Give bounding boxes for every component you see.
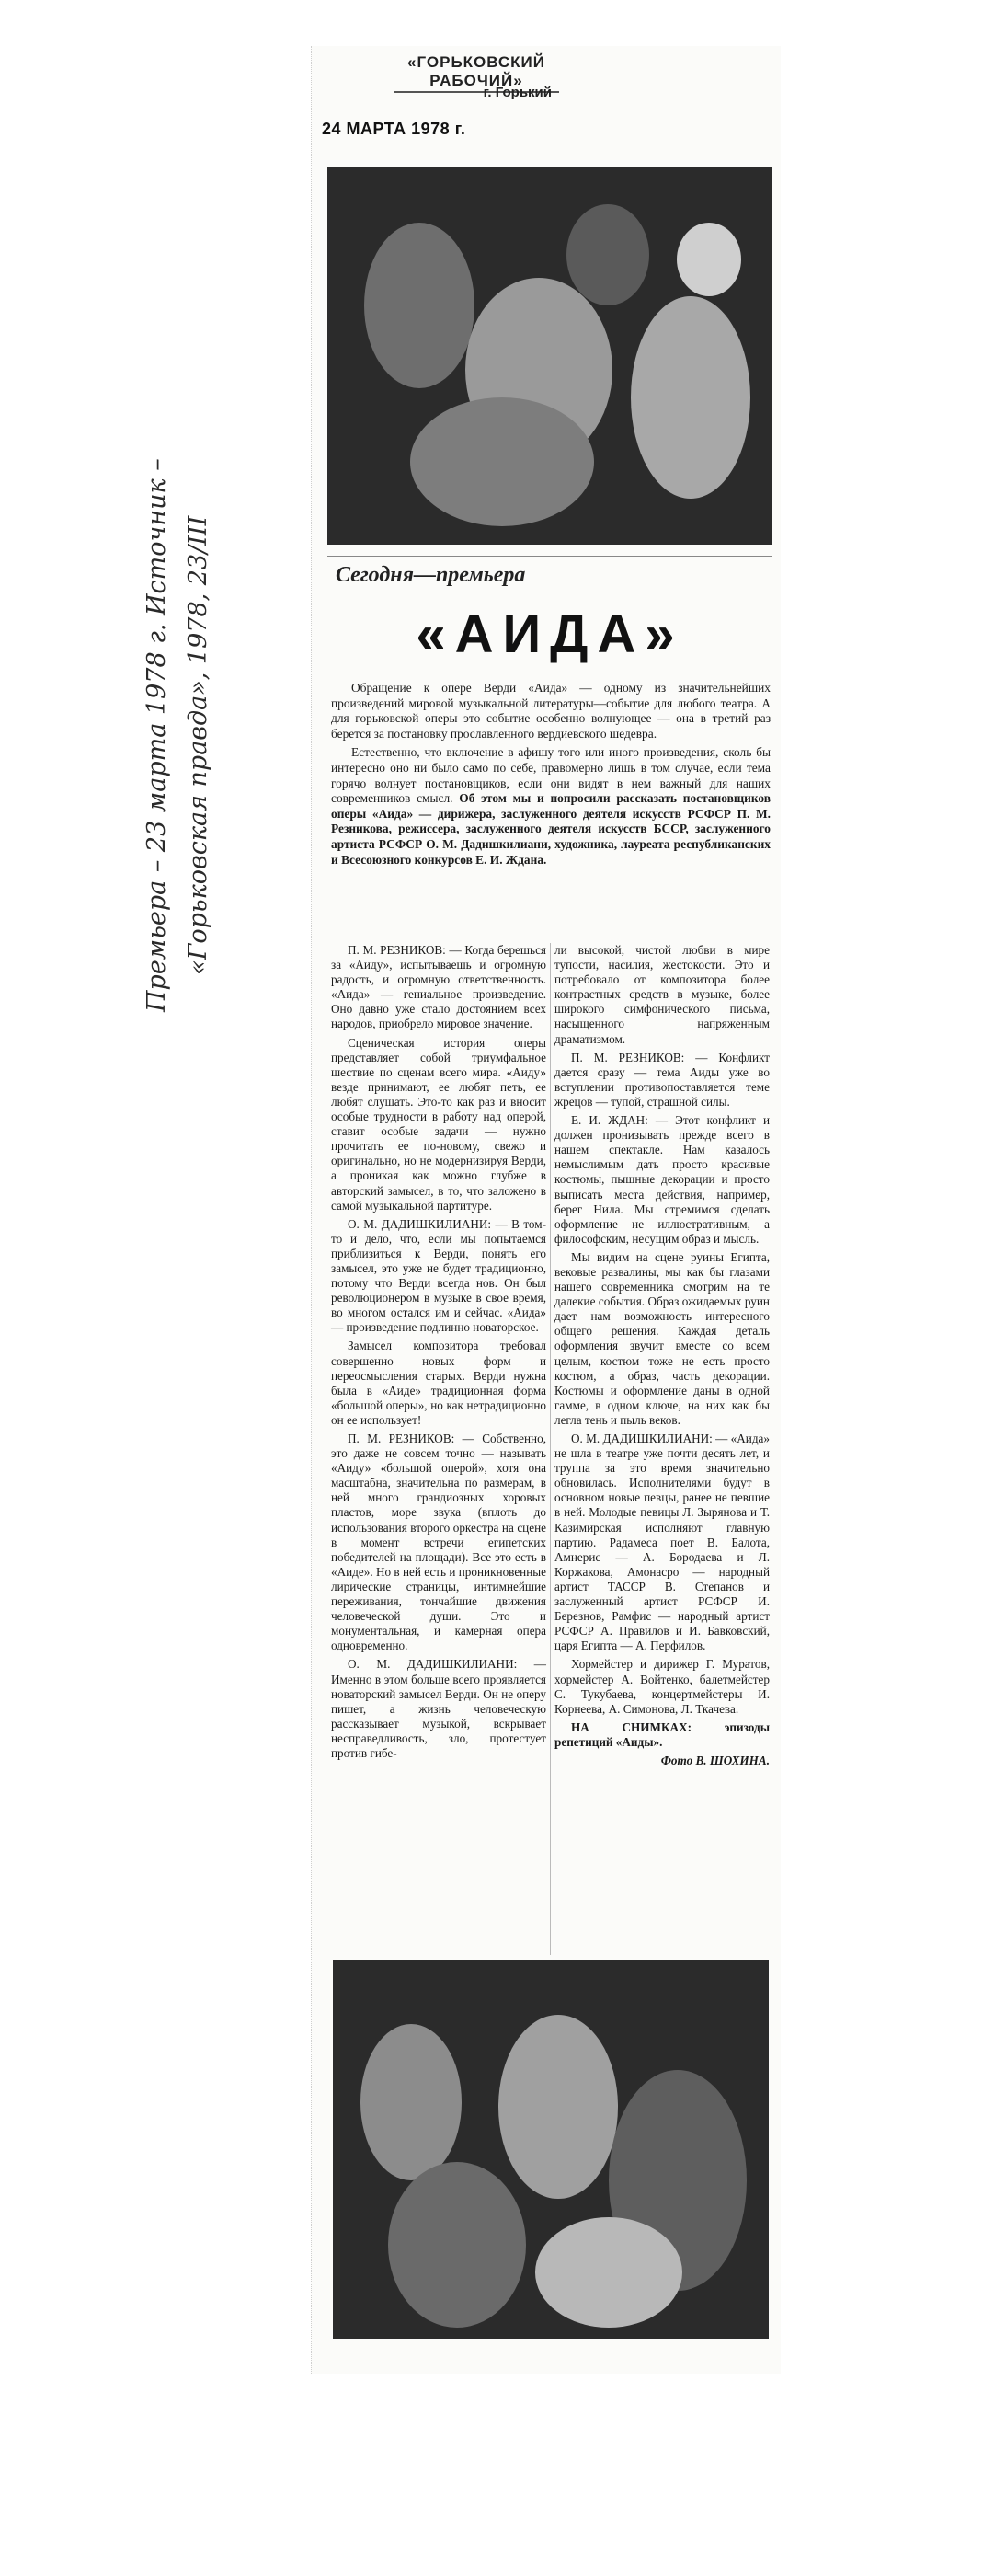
column-paragraph: Е. И. ЖДАН: — Этот конфликт и должен пронизывать прежде всего в нашем спектакле. Нам казалось немыслимым дать просто красивые костюмы, пышные декорации и просто выписать места действия, например, берег Нила. Мы стремимся сделать оформление не иллюстративным, а философским, несущим образ и мысль. [554,1113,770,1246]
publication-date: 24 МАРТА 1978 г. [322,120,466,138]
article-column-1 [331,943,546,1765]
handwritten-note-line-2: «Горьковская правда», 1978, 23/III [184,515,212,975]
column-paragraph: П. М. РЕЗНИКОВ: — Конфликт дается сразу — тема Аиды уже во вступлении противопоставляется теме жрецов — тупой, страшной силы. [554,1050,770,1109]
rehearsal-photo-bottom [333,1960,769,2339]
column-paragraph: П. М. РЕЗНИКОВ: — Когда берешься за «Аиду», испытываешь и огромную радость, и огромную ответственность. «Аида» — гениальное произведение. Оно давно уже стало достоянием всех народов, приобрело мировое значение. [331,943,546,1031]
column-paragraph: О. М. ДАДИШКИЛИАНИ: — В том-то и дело, что, если мы попытаемся приблизиться к Верди, понять его замысел, это уже не будет традиционно, потому что Верди всегда нов. Он был революционером в музыке в свое время, во многом остался им и сейчас. «Аида» — произведение подлинно новаторское. [331,1216,546,1335]
lead-bold-text: Об этом мы и попросили рассказать постановщиков оперы «Аида» — дирижера, заслуженного деятеля искусств РСФСР П. М. Резникова, режиссера, заслуженного деятеля искусств БССР, заслуженного артиста РСФСР О. М. Дадишкилиани, художника, лауреата республиканских и Всесоюзного конкурсов Е. И. Ждана. [331,791,771,867]
article-rubric: Сегодня—премьера [336,563,526,587]
article-headline: «АИДА» [416,604,684,664]
lead-paragraph: Обращение к опере Верди «Аида» — одному из значительнейших произведений мировой музыкальной литературы—событие для любого театра. А для горьковской оперы это событие особенно волнующее — она в третий раз берется за постановку прославленного вердиевского шедевра. [331,681,771,741]
photo-credit: Фото В. ШОХИНА. [660,1753,770,1767]
column-paragraph: Мы видим на сцене руины Египта, вековые развалины, мы как бы глазами нашего современника смотрим на те далекие события. Образ ожидаемых руин дает нам возможность интересного общего решения. Каждая деталь оформления звучит вместе со всем целым, костюм тоже не есть просто костюм, а образ, часть декорации. Костюмы и оформление даны в одной гамме, в одном ключе, на них как бы легла тень и пыль веков. [554,1249,770,1427]
column-paragraph: О. М. ДАДИШКИЛИАНИ: — «Аида» не шла в театре уже почти десять лет, и труппа за это время значительно обновилась. Исполнителями будут в основном новые певцы, ранее не певшие в ней. Молодые певицы Л. Зырянова и Т. Казимирская исполняют главную партию. Радамеса поет В. Балота, Амнерис — А. Бородаева и Л. Коржакова, Амонасро — народный артист ТАССР В. Степанов и заслуженный артист РСФСР И. Березнов, Рамфис — народный артист РСФСР А. Правилов и И. Бавковский, царя Египта — А. Перфилов. [554,1432,770,1653]
column-paragraph: О. М. ДАДИШКИЛИАНИ: — Именно в этом больше всего проявляется новаторский замысел Верди. Он не оперу пишет, а жизнь человеческую рассказывает музыкой, вскрывает несправедливость, зло, протестует против гибе- [331,1657,546,1760]
column-paragraph: ли высокой, чистой любви в мире тупости, насилия, жестокости. Это и потребовало от композитора более контрастных средств в музыке, более широкого симфонического письма, насыщенного напряженным драматизмом. [554,943,770,1046]
column-paragraph: Замысел композитора требовал совершенно новых форм и переосмысления старых. Верди нужна была в «Аиде» традиционная форма «большой оперы», но как нетрадиционно он ее использует! [331,1339,546,1427]
newspaper-city: г. Горький [483,85,552,100]
column-paragraph: Сценическая история оперы представляет собой триумфальное шествие по сценам всего мира. «Аиду» везде принимают, ее любят петь, ее любят слушать. Это-то как раз и вносит особые трудности в работу над оперой, ставит особые задачи — нужно прочитать ее по-новому, свежо и оригинально, но не модернизируя Верди, а проникая как можно глубже в авторский замысел, в то, что заложено в самой музыкальной партитуре. [331,1035,546,1213]
rubric-divider [327,556,772,557]
rehearsal-photo-top [327,167,772,545]
lead-paragraph [331,745,771,868]
newspaper-title: «ГОРЬКОВСКИЙ РАБОЧИЙ» [366,53,587,93]
lead-text: Естественно, что включение в афишу того или иного произведения, сколь бы интересно оно ни было само по себе, правомерно лишь в том случае, если тема горячо волнует постановщиков, если они видят в нем важный для наших современников смысл. [331,745,771,806]
handwritten-note-line-1: Премьера – 23 марта 1978 г. Источник – [143,458,171,1012]
article-column-2 [554,943,770,1772]
column-divider [550,943,551,1955]
article-lead [331,681,771,871]
column-paragraph: П. М. РЕЗНИКОВ: — Собственно, это даже не совсем точно — называть «Аиду» «большой оперой», хотя она масштабна, значительна по размерам, в ней много грандиозных хоровых пластов, море звука (вплоть до использования второго оркестра на сцене в момент встречи египетских победителей на площади). Все это есть в «Аиде». Но в ней есть и проникновенные лирические страницы, интимнейшие переживания, тончайшие движения человеческой души. Это и монументальная, и камерная опера одновременно. [331,1432,546,1653]
column-paragraph: Хормейстер и дирижер Г. Муратов, хормейстер А. Войтенко, балетмейстер С. Тукубаева, концертмейстеры И. Корнеева, А. Симонова, Л. Ткачева. [554,1657,770,1716]
photo-caption: НА СНИМКАХ: эпизоды репетиций «Аиды». [554,1719,770,1749]
